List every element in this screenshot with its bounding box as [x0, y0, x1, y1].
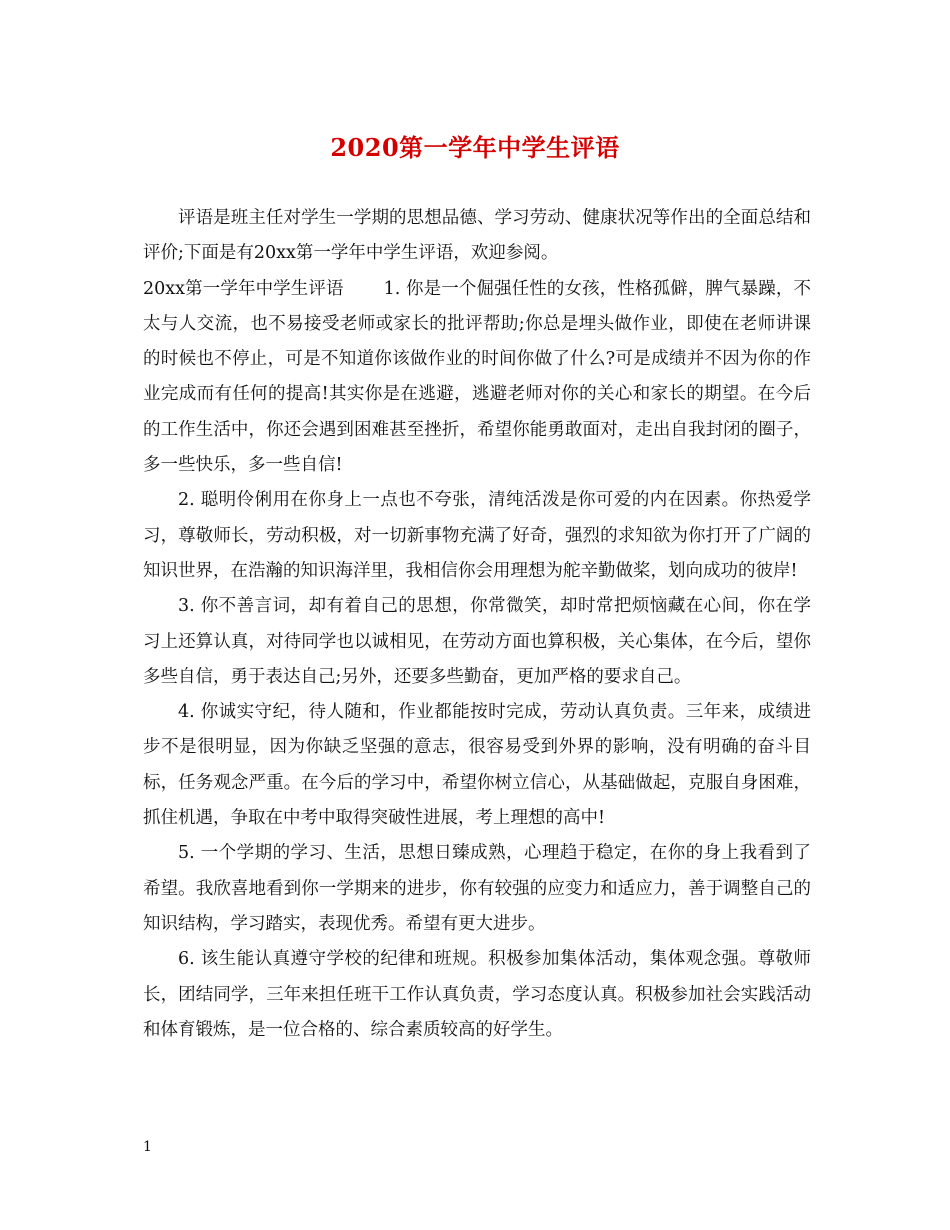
intro-paragraph: 评语是班主任对学生一学期的思想品德、学习劳动、健康状况等作出的全面总结和评价;下面是有20xx第一学年中学生评语，欢迎参阅。	[143, 208, 811, 264]
comment-3: 3. 你不善言词，却有着自己的思想，你常微笑，却时常把烦恼藏在心间，你在学习上还算认真，对待同学也以诚相见，在劳动方面也算积极，关心集体，在今后，望你多些自信，勇于表达自己;另外，还要多些勤奋，更加严格的要求自己。	[143, 596, 811, 687]
document-title: 2020第一学年中学生评语	[330, 133, 620, 162]
first-comment-paragraph	[143, 272, 811, 484]
page-number: 1	[143, 1139, 152, 1155]
comment-4: 4. 你诚实守纪，待人随和，作业都能按时完成，劳动认真负责。三年来，成绩进步不是很明显，因为你缺乏坚强的意志，很容易受到外界的影响，没有明确的奋斗目标，任务观念严重。在今后的学习中，希望你树立信心，从基础做起，克服自身困难，抓住机遇，争取在中考中取得突破性进展，考上理想的高中!	[143, 702, 811, 829]
comment-1: 1. 你是一个倔强任性的女孩，性格孤僻，脾气暴躁，不太与人交流，也不易接受老师或家长的批评帮助;你总是埋头做作业，即使在老师讲课的时候也不停止，可是不知道你该做作业的时间你做了什么?可是成绩并不因为你的作业完成而有任何的提高!其实你是在逃避，逃避老师对你的关心和家长的期望。在今后的工作生活中，你还会遇到困难甚至挫折，希望你能勇敢面对，走出自我封闭的圈子，多一些快乐，多一些自信!	[143, 278, 811, 476]
comment-2: 2. 聪明伶俐用在你身上一点也不夸张，清纯活泼是你可爱的内在因素。你热爱学习，尊敬师长，劳动积极，对一切新事物充满了好奇，强烈的求知欲为你打开了广阔的知识世界，在浩瀚的知识海洋里，我相信你会用理想为舵辛勤做桨，划向成功的彼岸!	[143, 490, 811, 581]
comment-5: 5. 一个学期的学习、生活，思想日臻成熟，心理趋于稳定，在你的身上我看到了希望。我欣喜地看到你一学期来的进步，你有较强的应变力和适应力，善于调整自己的知识结构，学习踏实，表现优秀。希望有更大进步。	[143, 843, 811, 934]
comments-subheading: 20xx第一学年中学生评语	[143, 278, 344, 299]
document-body	[143, 201, 811, 1048]
comment-6: 6. 该生能认真遵守学校的纪律和班规。积极参加集体活动，集体观念强。尊敬师长，团结同学，三年来担任班干工作认真负责，学习态度认真。积极参加社会实践活动和体育锻炼，是一位合格的、综合素质较高的好学生。	[143, 949, 811, 1040]
